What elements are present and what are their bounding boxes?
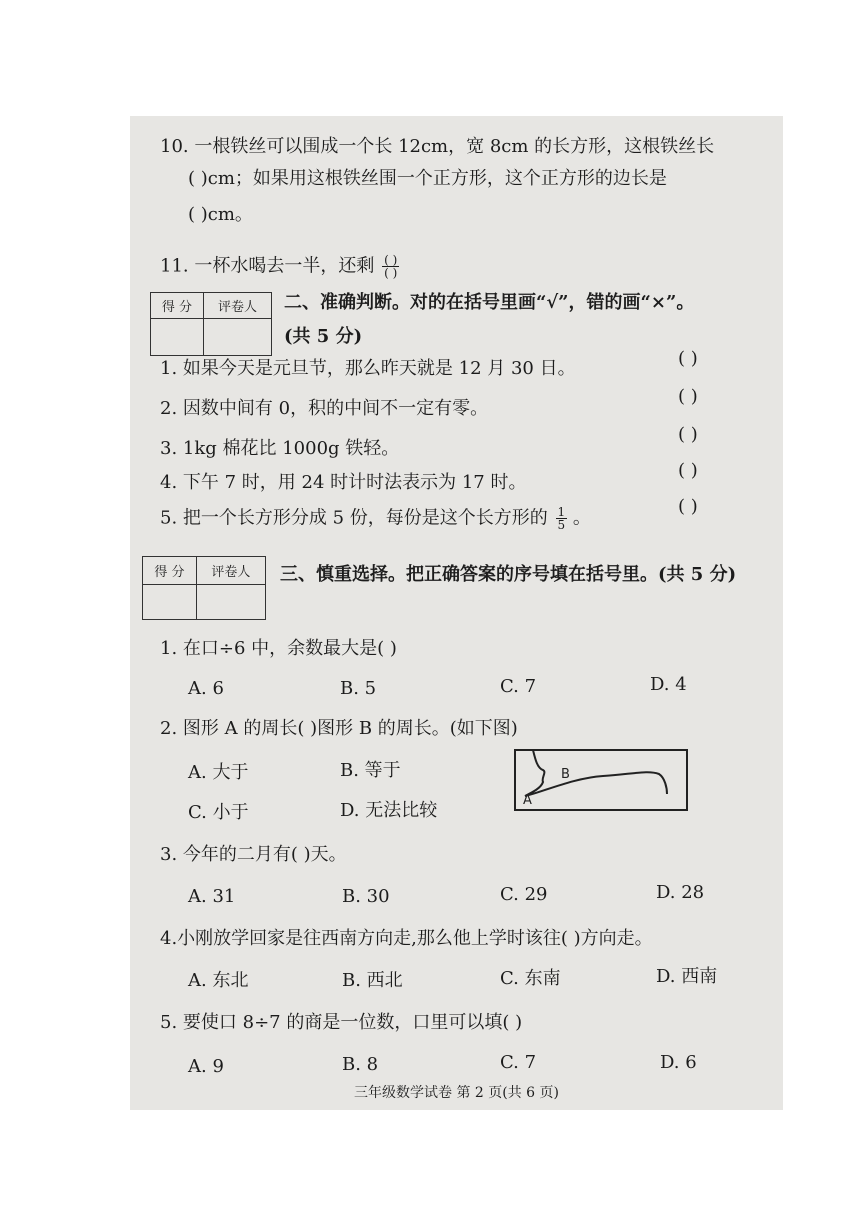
q1-option-b[interactable]: B. 5 [340, 678, 377, 699]
judge-answer-2[interactable]: ( ) [678, 386, 698, 407]
exam-page [130, 116, 783, 1110]
q3-option-c[interactable]: C. 29 [500, 884, 548, 905]
judge-item-3: 3. 1kg 棉花比 1000g 铁轻。 [160, 438, 400, 459]
q5-option-a[interactable]: A. 9 [188, 1056, 224, 1077]
q11-fraction-denominator: ( ) [384, 266, 398, 280]
q4-option-b[interactable]: B. 西北 [342, 970, 403, 991]
q3-option-a[interactable]: A. 31 [188, 886, 236, 907]
section-3-title: 三、慎重选择。把正确答案的序号填在括号里。(共 5 分) [280, 564, 737, 585]
judge-item-5 [160, 506, 591, 531]
figure-dividing-curve [525, 750, 667, 796]
q1-option-c[interactable]: C. 7 [500, 676, 537, 697]
judge-answer-3[interactable]: ( ) [678, 424, 698, 445]
q1-option-d[interactable]: D. 4 [650, 674, 687, 695]
judge-item-1: 1. 如果今天是元旦节，那么昨天就是 12 月 30 日。 [160, 358, 576, 379]
figure-label-b: B [561, 767, 570, 782]
judge-item-5-suffix: 。 [572, 507, 591, 529]
q5-option-b[interactable]: B. 8 [342, 1054, 379, 1075]
q10-line-3: ( )cm。 [188, 204, 253, 225]
perimeter-figure [513, 748, 689, 812]
choice-question-4: 4.小刚放学回家是往西南方向走,那么他上学时该往( )方向走。 [160, 928, 653, 949]
q4-option-c[interactable]: C. 东南 [500, 968, 561, 989]
choice-question-5: 5. 要使口 8÷7 的商是一位数，口里可以填( ) [160, 1012, 523, 1033]
choice-question-2: 2. 图形 A 的周长( )图形 B 的周长。(如下图) [160, 718, 518, 739]
q4-option-a[interactable]: A. 东北 [188, 970, 249, 991]
q3-option-b[interactable]: B. 30 [342, 886, 390, 907]
figure-label-a: A [523, 793, 532, 808]
score-box-label-grader: 评卷人 [196, 557, 265, 585]
q4-option-d[interactable]: D. 西南 [656, 966, 718, 987]
score-box-label-score: 得 分 [143, 557, 197, 585]
score-box-score-cell[interactable] [151, 319, 204, 356]
judge-item-5-fraction-numerator: 1 [557, 505, 566, 519]
score-box-section-2 [150, 292, 272, 356]
judge-answer-1[interactable]: ( ) [678, 348, 698, 369]
q1-option-a[interactable]: A. 6 [188, 678, 224, 699]
q11-fraction-numerator: ( ) [384, 253, 398, 267]
q10-line-2: ( )cm；如果用这根铁丝围一个正方形，这个正方形的边长是 [188, 168, 667, 189]
q2-option-d[interactable]: D. 无法比较 [340, 800, 438, 821]
section-2-title: 二、准确判断。对的在括号里画“√”，错的画“×”。 [284, 292, 695, 313]
score-box-grader-cell[interactable] [196, 585, 265, 620]
judge-answer-5[interactable]: ( ) [678, 496, 698, 517]
q2-option-c[interactable]: C. 小于 [188, 802, 249, 823]
q2-option-b[interactable]: B. 等于 [340, 760, 401, 781]
q11 [160, 254, 399, 279]
q3-option-d[interactable]: D. 28 [656, 882, 705, 903]
judge-item-5-fraction [556, 506, 568, 531]
judge-answer-4[interactable]: ( ) [678, 460, 698, 481]
judge-item-5-fraction-denominator: 5 [557, 518, 566, 532]
choice-question-3: 3. 今年的二月有( )天。 [160, 844, 347, 865]
score-box-score-cell[interactable] [143, 585, 197, 620]
judge-item-2: 2. 因数中间有 0，积的中间不一定有零。 [160, 398, 489, 419]
q2-option-a[interactable]: A. 大于 [188, 762, 249, 783]
score-box-grader-cell[interactable] [203, 319, 271, 356]
score-box-label-score: 得 分 [151, 293, 204, 319]
judge-item-5-text: 5. 把一个长方形分成 5 份，每份是这个长方形的 [160, 507, 548, 529]
q10-line-1: 10. 一根铁丝可以围成一个长 12cm，宽 8cm 的长方形，这根铁丝长 [160, 136, 715, 157]
score-box-section-3 [142, 556, 266, 620]
q5-option-d[interactable]: D. 6 [660, 1052, 697, 1073]
choice-question-1: 1. 在口÷6 中，余数最大是( ) [160, 638, 397, 659]
section-2-points: (共 5 分) [284, 326, 363, 347]
score-box-label-grader: 评卷人 [203, 293, 271, 319]
q11-fraction [382, 254, 399, 279]
q5-option-c[interactable]: C. 7 [500, 1052, 537, 1073]
figure-outer-rectangle [515, 750, 687, 810]
q11-text: 11. 一杯水喝去一半，还剩 [160, 255, 375, 277]
judge-item-4: 4. 下午 7 时，用 24 时计时法表示为 17 时。 [160, 472, 527, 493]
page-footer: 三年级数学试卷 第 2 页(共 6 页) [354, 1085, 559, 1101]
